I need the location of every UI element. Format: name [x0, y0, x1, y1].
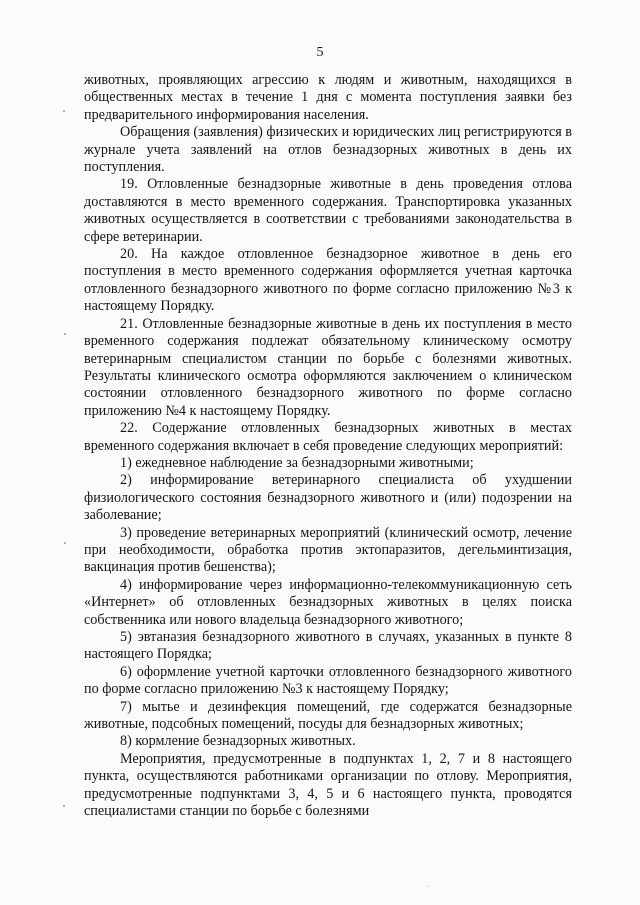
paragraphs-before: [84, 72, 572, 455]
list-item: 1) ежедневное наблюдение за безнадзорными животными;: [120, 454, 474, 471]
list-item: 8) кормление безнадзорных животных.: [120, 733, 356, 750]
scan-speck: [428, 886, 429, 887]
page-number: 5: [316, 45, 324, 60]
paragraph: Мероприятия, предусмотренные в подпунктах 1, 2, 7 и 8 настоящего пункта, осуществляются работниками организации по отлову. Мероприятия, предусмотренные подпунктами 3, 4, 5 и 6 настоящего пункта, проводятся специалистами станции по борьбе с болезнями: [84, 750, 572, 820]
document-body: [84, 72, 572, 820]
list-item: 5) эвтаназия безнадзорного животного в случаях, указанных в пункте 8 настоящего Порядка;: [84, 629, 572, 663]
scan-speck: [64, 333, 66, 335]
paragraph: 22. Содержание отловленных безнадзорных животных в местах временного содержания включает в себя проведение следующих мероприятий:: [84, 420, 572, 454]
paragraph: Обращения (заявления) физических и юридических лиц регистрируются в журнале учета заявлений на отлов безнадзорных животных в день их поступления.: [84, 124, 572, 176]
paragraph: 21. Отловленные безнадзорные животные в день их поступления в место временного содержания подлежат обязательному клиническому осмотру ветеринарным специалистом станции по борьбе с болезнями животных. Результаты клинического осмотра оформляются заключением о клиническом состоянии отловленного безнадзорного животного по форме согласно приложению №4 к настоящему Порядку.: [84, 315, 572, 419]
scan-speck: [63, 805, 65, 807]
scan-speck: [63, 110, 65, 112]
paragraph: животных, проявляющих агрессию к людям и животным, находящихся в общественных местах в течение 1 дня с момента поступления заявки без предварительного информирования населения.: [84, 72, 572, 123]
list-item: 4) информирование через информационно-телекоммуникационную сеть «Интернет» об отловленных безнадзорных животных в целях поиска собственника или нового владельца безнадзорного животного;: [84, 576, 572, 628]
paragraph: 19. Отловленные безнадзорные животные в день проведения отлова доставляются в место временного содержания. Транспортировка указанных животных осуществляется в соответствии с требованиями законодательства в сфере ветеринарии.: [84, 176, 572, 245]
list-item: 2) информирование ветеринарного специалиста об ухудшении физиологического состояния безнадзорного животного и (или) подозрении на заболевание;: [84, 472, 572, 524]
scan-speck: [64, 542, 66, 544]
paragraphs-after: [84, 751, 572, 821]
list-item: 3) проведение ветеринарных мероприятий (клинический осмотр, лечение при необходимости, обработка против эктопаразитов, дегельминтизация, вакцинация против бешенства);: [84, 524, 572, 576]
paragraph: 20. На каждое отловленное безнадзорное животное в день его поступления в место временного содержания оформляется учетная карточка отловленного безнадзорного животного по форме согласно приложению №3 к настоящему Порядку.: [84, 246, 572, 315]
measures-list: [84, 455, 572, 751]
list-item: 6) оформление учетной карточки отловленного безнадзорного животного по форме согласно приложению №3 к настоящему Порядку;: [84, 663, 572, 698]
list-item: 7) мытье и дезинфекция помещений, где содержатся безнадзорные животные, подсобных помещений, посуды для безнадзорных животных;: [84, 698, 572, 733]
